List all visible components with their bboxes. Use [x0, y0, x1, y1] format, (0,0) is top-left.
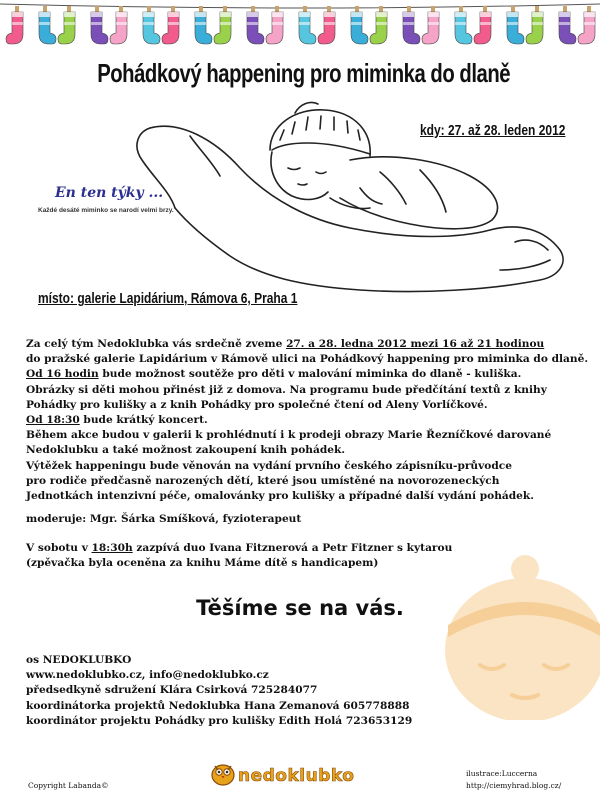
invitation-line: pro rodiče předčasně narozených dětí, které jsou umístěné na novorozeneckých [26, 474, 500, 487]
illustration-credit [466, 768, 561, 792]
saturday-concert: V sobotu v 18:30h zazpívá duo Ivana Fitznerová a Petr Fitzner s kytarou (zpěvačka byla oceněna za knihu Máme dítě s handicapem) [26, 542, 453, 570]
contact-org: os NEDOKLUBKO [26, 654, 132, 666]
contact-block [26, 653, 412, 729]
invitation-text [26, 337, 589, 504]
copyright-note: Copyright Labanda© [28, 781, 109, 790]
invitation-line: Za celý tým Nedoklubka vás srdečně zveme 27. a 28. ledna 2012 mezi 16 až 21 hodinou [26, 338, 545, 350]
invitation-line: Pohádky pro kulišky a z knih Pohádky pro společné čtení od Aleny Vorlíčkové. [26, 398, 488, 411]
sock-icon [370, 6, 387, 44]
sock-icon [299, 6, 316, 44]
baby-face-watermark [440, 545, 600, 720]
contact-project-coordinator: koordinátor projektu Pohádky pro kulišky Edith Holá 723653129 [26, 714, 413, 727]
sock-icon [351, 6, 368, 44]
nedoklubko-logo [210, 760, 354, 786]
sock-icon [318, 6, 335, 44]
moderator-line: moderuje: Mgr. Šárka Smíšková, fyzioterapeut [26, 513, 302, 525]
invitation-line: Jednotkách intenzivní péče, omalovánky pro kulišky a případné další vydání pohádek. [26, 490, 534, 503]
slogan-subtitle: Každé desáté miminko se narodí velmi brzy. [38, 207, 174, 214]
sock-icon [58, 6, 75, 44]
page-title: Pohádkový happening pro miminka do dlaně [97, 58, 511, 88]
closing-greeting: Těšíme se na vás. [196, 596, 404, 620]
sock-icon [559, 6, 576, 44]
invitation-line: do pražské galerie Lapidárium v Rámově ulici na Pohádkový happening pro miminka do dlaně. [26, 353, 589, 366]
sock-icon [110, 6, 127, 44]
owl-logo-icon [210, 760, 236, 786]
sock-icon [403, 6, 420, 44]
sock-icon [214, 6, 231, 44]
credit-author: ilustrace:Luccerna [466, 769, 538, 778]
invitation-line: Během akce budou v galerii k prohlédnutí i k prodeji obrazy Marie Řezníčkové darované [26, 429, 552, 442]
sock-icon [143, 6, 160, 44]
credit-url[interactable]: http://ciemyhrad.blog.cz/ [466, 781, 562, 790]
sock-icon [39, 6, 56, 44]
sock-icon [91, 6, 108, 44]
event-date: kdy: 27. až 28. leden 2012 [420, 122, 566, 139]
invitation-line: Výtěžek happeningu bude věnován na vydání prvního českého zápisníku-průvodce [26, 459, 512, 472]
baby-in-hand-illustration [120, 80, 590, 300]
sock-icon [266, 6, 283, 44]
contact-web-email: www.nedoklubko.cz, info@nedoklubko.cz [26, 669, 269, 682]
sock-icon [578, 6, 595, 44]
event-place: místo: galerie Lapidárium, Rámova 6, Praha 1 [38, 290, 298, 307]
sock-icon [507, 6, 524, 44]
sock-garland [0, 0, 600, 60]
sock-icon [422, 6, 439, 44]
sock-icon [6, 6, 23, 44]
invitation-line: Od 16 hodin bude možnost soutěže pro děti v malování miminka do dlaně - kuliška. [26, 368, 522, 381]
contact-chair: předsedkyně sdružení Klára Csirková 725284077 [26, 684, 318, 697]
contact-coordinator: koordinátorka projektů Nedoklubka Hana Zemanová 605778888 [26, 699, 410, 712]
sock-icon [247, 6, 264, 44]
sock-icon [474, 6, 491, 44]
sock-icon [455, 6, 472, 44]
invitation-line: Obrázky si děti mohou přinést již z domova. Na programu bude předčítání textů z knihy [26, 383, 547, 396]
slogan-title: En ten týky ... [55, 185, 164, 201]
invitation-line: Nedoklubku a také možnost zakoupení knih pohádek. [26, 444, 346, 457]
logo-wordmark: nedoklubko [238, 766, 355, 786]
sock-icon [526, 6, 543, 44]
sock-icon [195, 6, 212, 44]
sock-icon [162, 6, 179, 44]
invitation-line: Od 18:30 bude krátký koncert. [26, 414, 208, 427]
